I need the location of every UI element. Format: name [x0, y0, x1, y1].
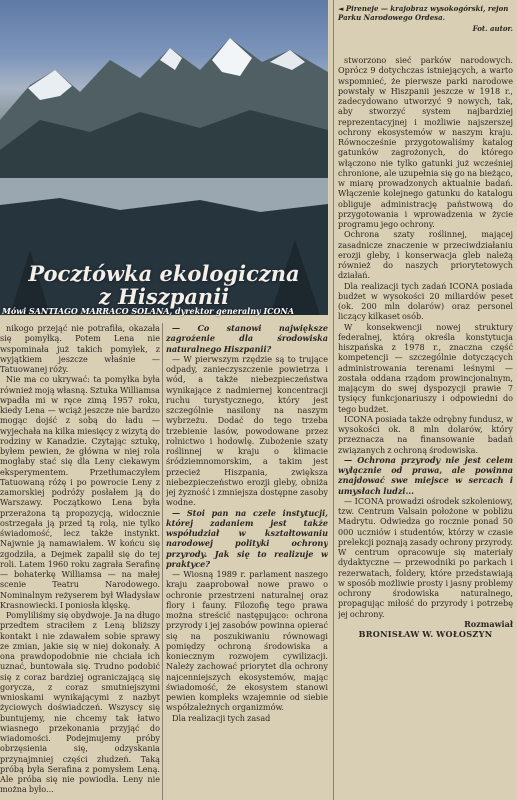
- photo-caption: [338, 4, 513, 33]
- column-1: [0, 323, 160, 798]
- paragraph: ICONA posiada także odrębny fundusz, w wysokości ok. 8 mln dolarów, który przeznacza na finansowanie badań związanych z ochroną środowiska.: [338, 413, 513, 455]
- article-headline: [0, 262, 328, 308]
- paragraph: stworzono sieć parków narodowych. Oprócz 9 dotychczas istniejących, a warto wspomnieć, że pierwsze parki narodowe powstały w Hiszpanii jeszcze w 1918 r., zadecydowano utworzyć 9 nowych, tak, aby stworzyć system najbardziej reprezentacyjnej i możliwie najszerszej ochrony ekosystemów w naszym kraju. Równocześnie przygotowaliśmy katalog gatunków zagrożonych, do którego włączono nie tylko gatunki już wcześniej chronione, ale uzupełnia się go na bieżąco, w miarę prowadzonych aktualnie badań. Włączenie kolejnego gatunku do katalogu obliguje administrację państwową do przygotowania i wprowadzenia w życie programu jego ochrony.: [338, 55, 513, 229]
- byline-label: Rozmawiał: [464, 618, 513, 629]
- byline-author: BRONISŁAW W. WOŁOSZYN: [358, 629, 493, 639]
- caption-text: ◄ Pireneje — krajobraz wysokogórski, rejon Parku Narodowego Ordesa.: [338, 4, 509, 22]
- paragraph: Nie ma co ukrywać: ta pomyłka była również moją własną. Sztuka Williamsa wpadła mi w ręce zimą 1957 roku, kiedy Lena — wciąż jeszcze nie bardzo mogąc dojść z sobą do ładu — wyjechała na kilka miesięcy z wizytą do rodziny w Kanadzie. Czytając sztukę, byłem pewien, że główna w niej rola mogłaby stać się dla Leny ciekawym eksperymentem. Przetłumaczyłem Tatuowaną różę i po powrocie Leny z zamorskiej podróży posłałem ją do Warszawy. Początkowo Lena była przerażona tą propozycją, widocznie ostrzegała ją przed tą rolą, nie tylko świadomość, lecz także instynkt. Najwnie ją namawiałem. W końcu się zgodziła, a Dejmek zapalił się do tej roli. Latem 1960 roku zagrała Serafinę — bohaterkę Williamsa — na małej scenie Teatru Narodowego. Nominalnym reżyserem był Władysław Krasnowiecki. I poniosła klęskę.: [0, 374, 160, 610]
- paragraph: Pomyliliśmy się obydwoje. Ja na długo przedtem straciłem z Leną bliższy kontakt i nie zdawałem sobie sprawy ze zmian, jakie się w niej dokonały. A ona prawdopodobnie nie chciała ich uznać, buntowała się. Trudno podobić się z coraz bardziej ograniczającą się gorycza, z coraz smutniejszymi wnioskami wynikającymi z nazbyt życiowych doświadczeń. Wszyscy się buntujemy, nie chcemy tak łatwo wiasnego przekonania przyjąć do wiadomości. Podejmujemy próby obrzęsienia się, odzyskania przynajmniej części złudzeń. Taką próbą była Serafina z pomysłem Leną. Ale próba się nie powiodła. Leny nie można było...: [0, 610, 160, 795]
- interview-question: — Co stanowi największe zagrożenie dla środowiska naturalnego Hiszpanii?: [166, 323, 328, 354]
- interview-question: — Ochrona przyrody nie jest celem wyłącznie od prawa, ale powinna znajdować swe miejsce w sercach i umysłach ludzi...: [338, 454, 513, 496]
- interview-answer: — Wiosną 1989 r. parlament naszego kraju zaaprobował nowe prawo o ochronie przestrzeni naturalnej oraz flory i fauny. Filozofię tego prawa można streścić następująco: ochrona przyrody i jej zasobów powinna opierać się na poszukiwaniu równowagi pomiędzy ochroną środowiska a koniecznym rozwojem cywilizacji. Należy zachować priorytet dla ochrony najcenniejszych ekosystemów, mając świadomość, że ekosystem stanowi pewien kompleks wzajemnie od siebie współzależnych organizmów.: [166, 569, 328, 713]
- paragraph: W konsekwencji nowej struktury federalnej, którą określa konstytucja hiszpańska z 1978 r., znaczna część kompetencji — szczególnie dotyczących administrowania terenami leśnymi — została oddana rządom prowincjonalnym, mającym do swej dyspozycji prawie 7 tysięcy funkcjonariuszy i odpowiedni do tego budżet.: [338, 321, 513, 414]
- interview-answer: — ICONA prowadzi ośrodek szkoleniowy, tzw. Centrum Valsain położone w pobliżu Madrytu. Odwiedza go rocznie ponad 50 000 uczniów i studentów, którzy w czasie prelekcji poznają zasady ochrony przyrody. W centrum opracowuje się materiały dydaktyczne — przewodniki po parkach i rezerwatach, foldery, które przedstawiają w sposób możliwie prosty i jasny problemy ochrony środowiska naturalnego, propagując miłość do przyrody i potrzebę jej ochrony.: [338, 495, 513, 619]
- paragraph: nikogo przejąć nie potrafiła, okazała się pomyłką. Potem Lena nie wspominała już takich pomyłek, z wyjątkiem jeszcze właśnie — Tatuowanej róży.: [0, 323, 160, 374]
- headline-line-1: Pocztówka ekologiczna: [28, 261, 300, 286]
- article-subhead: Mówi SANTIAGO MARRACO SOLANA, dyrektor generalny ICONA: [2, 306, 295, 316]
- column-3: [338, 55, 513, 800]
- paragraph: Dla realizacji tych zadań ICONA posiada budżet w wysokości 20 miliardów peset (ok. 200 mln dolarów) oraz personel liczący kilkaset osób.: [338, 280, 513, 322]
- paragraph: Ochrona szaty roślinnej, mającej zasadnicze znaczenie w przeciwdziałaniu erozji gleby, i konserwacja gleb należą również do naszych priorytetowych działań.: [338, 229, 513, 281]
- interview-question: — Stoi pan na czele instytucji, której zadaniem jest także współudział w kształtowaniu narodowej polityki ochrony przyrody. Jak się to realizuje w praktyce?: [166, 507, 328, 569]
- paragraph: Dla realizacji tych zasad: [172, 712, 271, 723]
- column-divider: [333, 0, 334, 800]
- column-2: [166, 323, 328, 798]
- photo-credit: Fot. autor.: [472, 24, 513, 33]
- column-divider: [162, 323, 163, 800]
- headline-line-2: z Hiszpanii: [98, 284, 230, 309]
- interview-answer: — W pierwszym rzędzie są to trujące odpady, zanieczyszczenie powietrza i wód, a także niebezpieczeństwa wynikające z nadmiernej koncentracji ruchu turystycznego, który jest szczególnie nasilony na naszym wybrzeżu. Dodać do tego trzeba trzebienie lasów, powodowane przez rolnictwo i hodowlę. Zubożenie szaty roślinnej w kraju o klimacie śródziemnomorskim, a takim jest przecież Hiszpania, zwiększa niebezpieczeństwo erozji gleby, obniża jej żyzność i zmniejsza dostępne zasoby wodne.: [166, 353, 328, 508]
